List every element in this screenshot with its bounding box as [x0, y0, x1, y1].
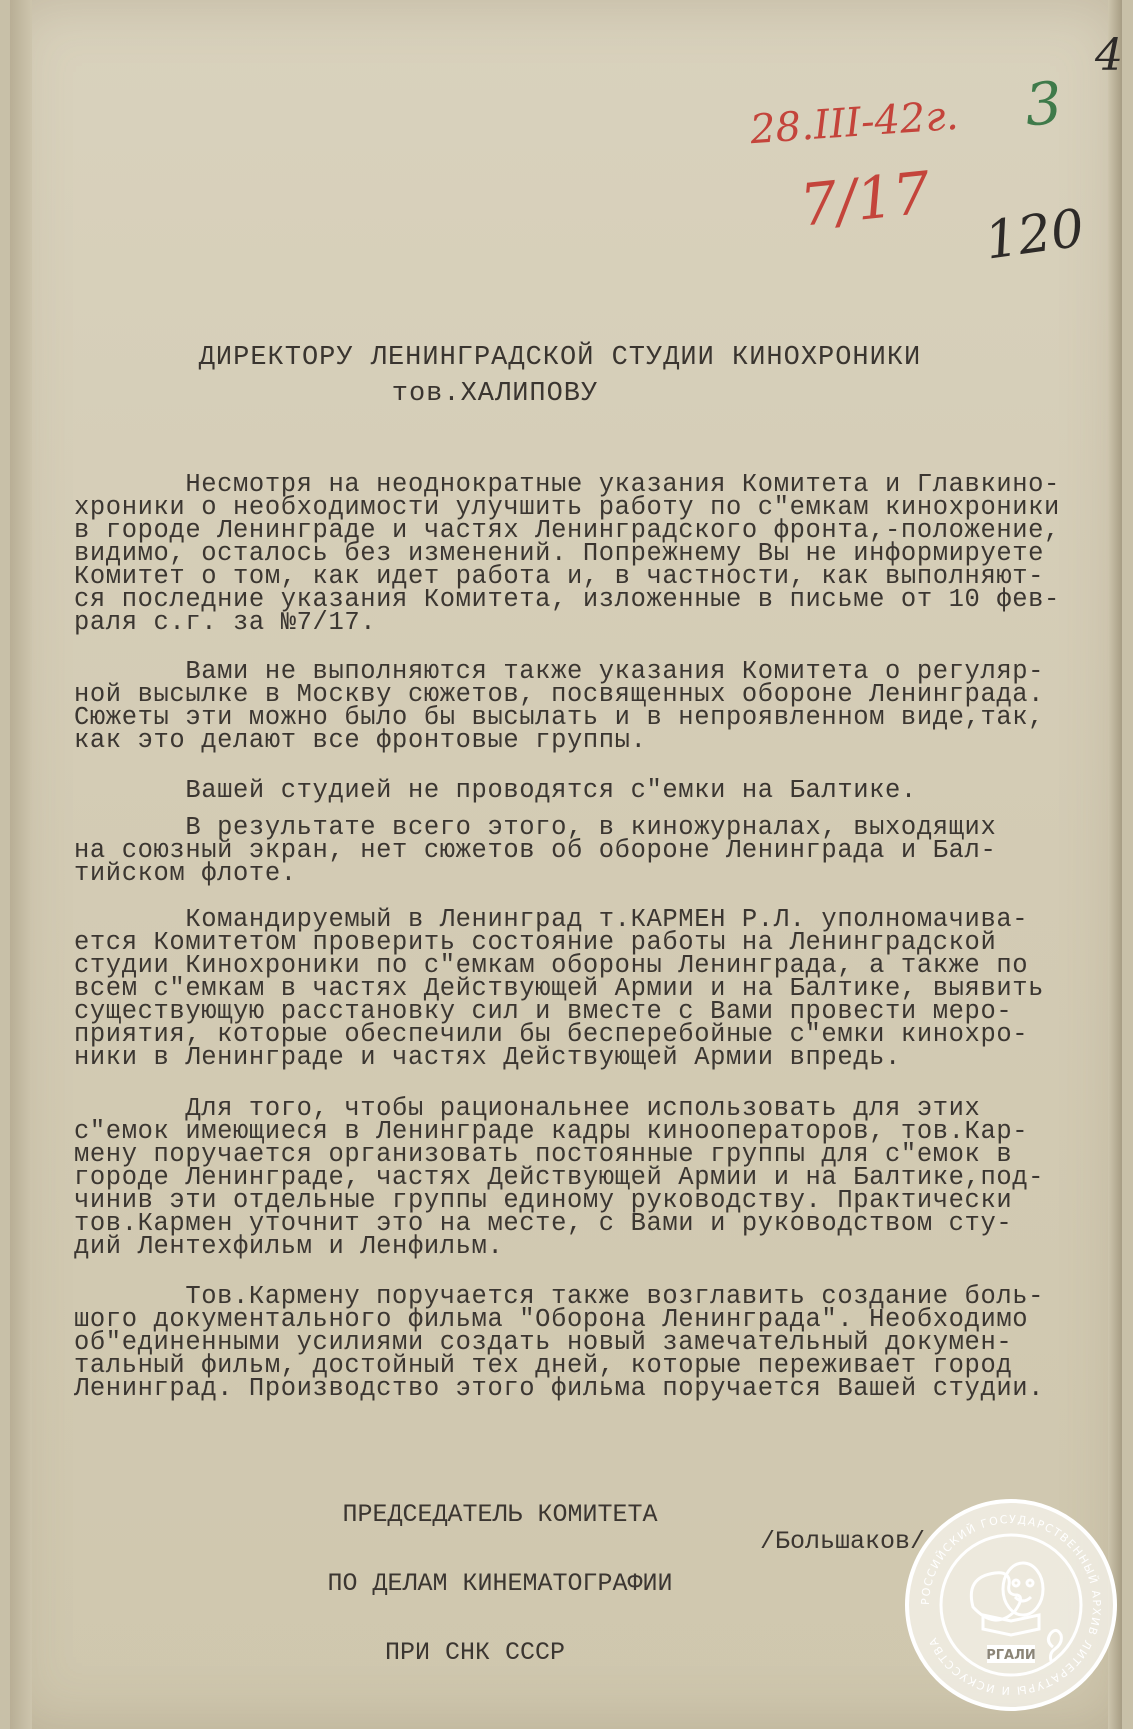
heading-addressee: ДИРЕКТОРУ ЛЕНИНГРАДСКОЙ СТУДИИ КИНОХРОНИКИ: [198, 343, 922, 373]
paragraph-2: Вами не выполняются также указания Комитета о регуляр- ной высылке в Москву сюжетов, посвященных обороне Ленинграда. Сюжеты эти можно было бы высылать и в непроявленном виде,так, как это делают все фронтовые группы.: [74, 657, 1045, 755]
page-fold-right: [1108, 0, 1122, 1729]
signature-line-3: ПРИ СНК СССР: [384, 1638, 566, 1667]
archive-stamp: [903, 1497, 1119, 1713]
handwritten-corner-number: 4: [1095, 30, 1123, 81]
signature-line-1: ПРЕДСЕДАТЕЛЬ КОМИТЕТА: [342, 1500, 658, 1529]
signature-title: [280, 1457, 720, 1710]
handwritten-folio-number: 120: [981, 198, 1088, 272]
heading-recipient: тов.ХАЛИПОВУ: [391, 379, 599, 409]
signatory-name: /Большаков/: [760, 1527, 926, 1556]
document-heading: [160, 340, 960, 412]
signature-line-2: ПО ДЕЛАМ КИНЕМАТОГРАФИИ: [327, 1569, 673, 1598]
page-fold-left: [10, 0, 32, 1729]
paragraph-7: Тов.Кармену поручается также возглавить создание боль- шого документального фильма "Оборона Ленинграда". Необходимо об"единенными усилиями создать новый замечательный докумен- тальный фильм, достойный тех дней, которые переживает город Ленинград. Производство этого фильма поручается Вашей студии.: [74, 1282, 1045, 1403]
stamp-label: РГАЛИ: [986, 1648, 1036, 1663]
paragraph-1: Несмотря на неоднократные указания Комитета и Главкино- хроники о необходимости улучшить работу по с"емкам кинохроники в городе Ленинграде и частях Ленинградского фронта,-положение, видимо, осталось без изменений. Попрежнему Вы не информируете Комитет о том, как идет работа и, в частности, как выполняют- ся последние указания Комитета, изложенные в письме от 10 фев- раля с.г. за №7/17.: [74, 470, 1060, 637]
handwritten-number: 7/17: [796, 158, 934, 240]
paragraph-6: Для того, чтобы рациональнее использовать для этих с"емок имеющиеся в Ленинграде кадры кинооператоров, тов.Кар- мену поручается организовать постоянные группы для с"емок в городе Ленинграде, частях Действующей Армии и на Балтике,под- чинив эти отдельные группы единому руководству. Практически тов.Кармен уточнит это на месте, с Вами и руководством сту- дий Лентехфильм и Ленфильм.: [74, 1094, 1045, 1261]
document-page: [10, 0, 1122, 1729]
paragraph-4: В результате всего этого, в киножурналах, выходящих на союзный экран, нет сюжетов об обороне Ленинграда и Бал- тийском флоте.: [74, 813, 997, 888]
paragraph-3: Вашей студией не проводятся с"емки на Балтике.: [74, 776, 917, 805]
stamp-ring-text: РОССИЙСКИЙ ГОСУДАРСТВЕННЫЙ АРХИВ ЛИТЕРАТУРЫ И ИСКУССТВА: [918, 1512, 1104, 1698]
handwritten-green-page-number: 3: [1022, 68, 1065, 140]
paragraph-5: Командируемый в Ленинград т.КАРМЕН Р.Л. уполномачива- ется Комитетом проверить состояние работы на Ленинградской студии Кинохроники по с"емкам обороны Ленинграда, а также по всем с"емкам в частях Действующей Армии и на Балтике, выявить существующую расстановку сил и вместе с Вами провести меро- приятия, которые обеспечили бы бесперебойные с"емки кинохро- ники в Ленинграде и частях Действующей Армии впредь.: [74, 905, 1045, 1072]
handwritten-date: 28.III-42г.: [748, 92, 960, 154]
